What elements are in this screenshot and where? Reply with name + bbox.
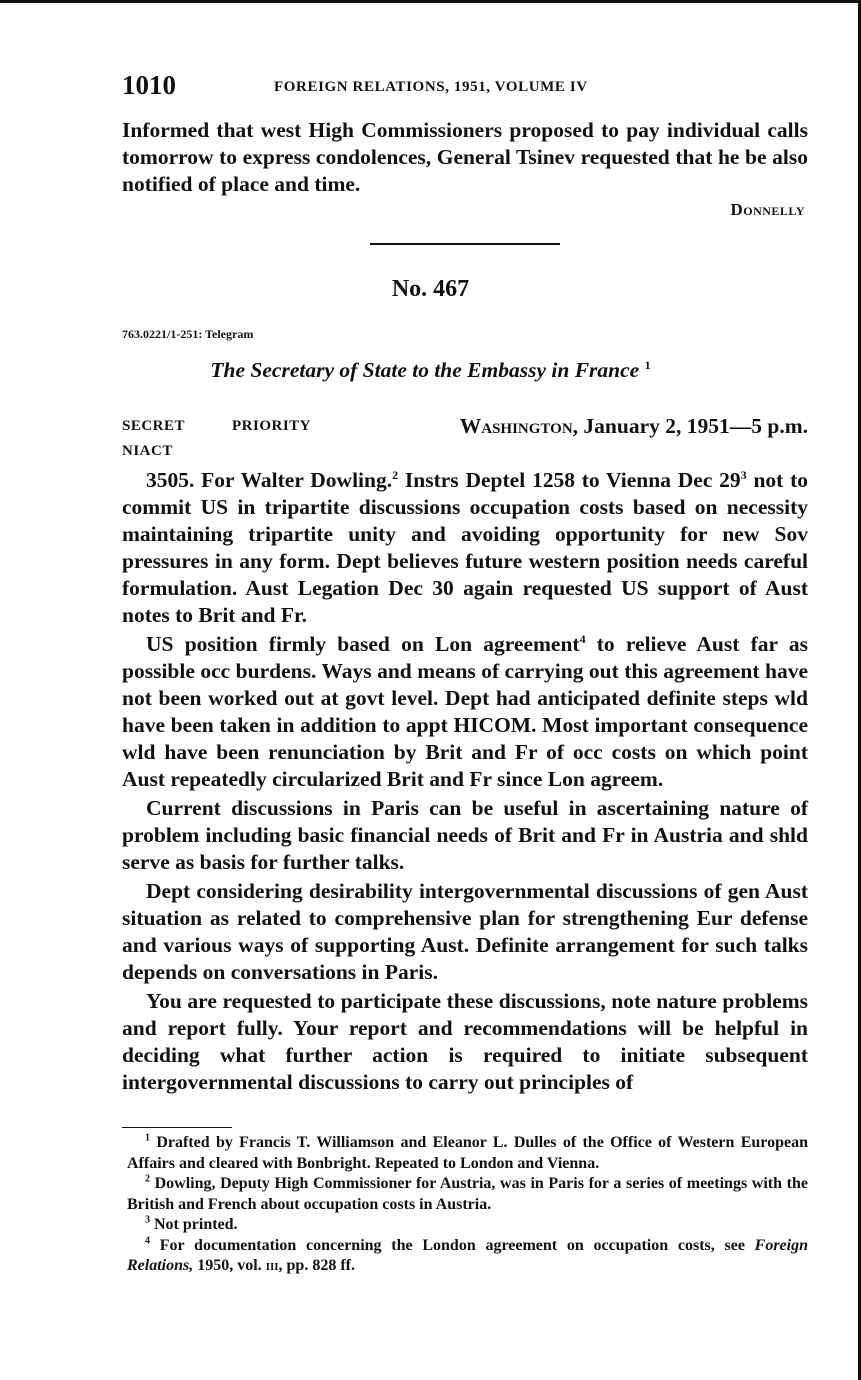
- dateline-place: Washington: [459, 414, 573, 438]
- classification-niact: NIACT: [122, 443, 173, 459]
- dateline: [460, 414, 808, 439]
- paragraph-3: Current discussions in Paris can be useful in ascertaining nature of problem including basic financial needs of Brit and Fr in Austria and shld serve as basis for further talks.: [122, 796, 808, 874]
- signature: Donnelly: [730, 200, 805, 219]
- classification-priority: PRIORITY: [232, 418, 312, 434]
- classification-block: [122, 414, 808, 462]
- footnote-2: $^2$ Dowling, Deputy High Commissioner for Austria, was in Paris for a series of meetings with the British and French about occupation costs in Austria.: [127, 1173, 808, 1213]
- document-title: The Secretary of State to the Embassy in France $^1$: [210, 357, 651, 382]
- footnote-marker: 1: [644, 357, 651, 372]
- page-header: [122, 70, 808, 106]
- file-reference: 763.0221/1-251: Telegram: [122, 327, 254, 341]
- classification-secret: SECRET: [122, 418, 186, 434]
- footnote-marker: 3: [740, 467, 747, 482]
- previous-document-closing: Informed that west High Commissioners proposed to pay individual calls tomorrow to express condolences, General Tsinev requested that he be also notified of place and time.: [122, 118, 808, 196]
- running-head: FOREIGN RELATIONS, 1951, VOLUME IV: [274, 79, 588, 95]
- footnote-marker: 4: [579, 631, 586, 646]
- footnote-4: $^4$ For documentation concerning the London agreement on occupation costs, see Foreign Relations, 1950, vol. iii, pp. 828 ff.: [127, 1235, 808, 1274]
- footnote-divider: [122, 1127, 232, 1128]
- scan-border-top: [0, 0, 861, 3]
- paragraph-5: You are requested to participate these discussions, note nature problems and report fully. Your report and recommendations will be helpful in deciding what further action is required to initiate subsequent intergovernmental discussions to carry out principles of: [122, 989, 808, 1094]
- footnote-1: $^1$ Drafted by Francis T. Williamson and Eleanor L. Dulles of the Office of Western European Affairs and cleared with Bonbright. Repeated to London and Vienna.: [127, 1132, 808, 1172]
- page-number: 1010: [122, 70, 176, 100]
- footnotes: [127, 1133, 808, 1277]
- document-number: No. 467: [391, 276, 470, 302]
- paragraph-4: Dept considering desirability intergovernmental discussions of gen Aust situation as related to comprehensive plan for strengthening Eur defense and various ways of supporting Aust. Definite arrangement for such talks depends on conversations in Paris.: [122, 879, 808, 984]
- section-divider: [370, 243, 560, 245]
- telegram-body: [122, 467, 808, 1096]
- paragraph-1: 3505. For Walter Dowling.$^2$ Instrs Deptel 1258 to Vienna Dec $29^3$ not to commit US in tripartite discussions occupation costs based on necessity maintaining tripartite unity and avoiding opportunity for new Sov pressures in any form. Dept believes future western position needs careful formulation. Aust Legation Dec 30 again requested US support of Aust notes to Brit and Fr.: [122, 467, 809, 627]
- dateline-date: , January 2, 1951—5 p.m.: [572, 414, 808, 438]
- footnote-3: $^3$ Not printed.: [145, 1214, 238, 1233]
- paragraph-2: US position firmly based on Lon agreement$^4$ to relieve Aust far as possible occ burdens. Ways and means of carrying out this agreement have not been worked out at govt level. Dept had anticipated definite steps wld have been taken in addition to appt HICOM. Most important consequence wld have been renunciation by Brit and Fr of occ costs on which point Aust repeatedly circularized Brit and Fr since Lon agreem.: [122, 631, 808, 791]
- footnote-marker: 2: [392, 467, 399, 482]
